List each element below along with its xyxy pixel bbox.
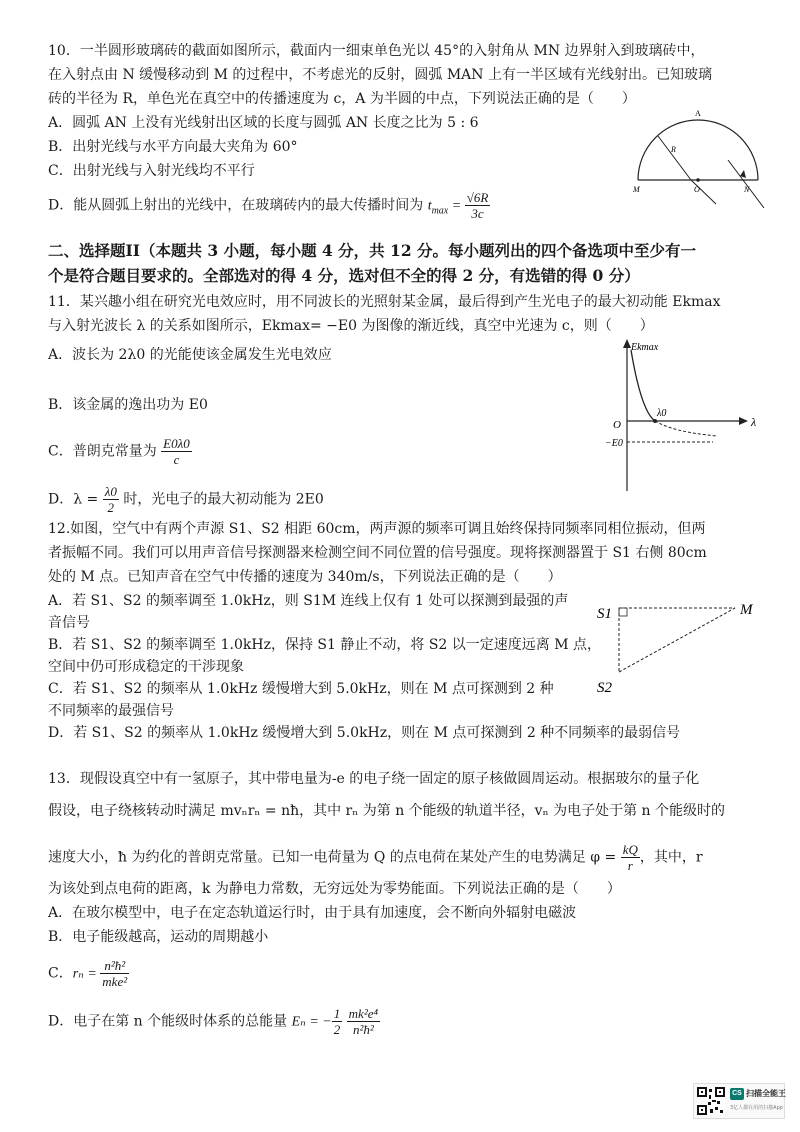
q11-neg-e0-label: −E0 xyxy=(605,438,623,449)
q12-option-b-line2: 空间中仍可形成稳定的干涉现象 xyxy=(48,659,244,675)
q12-label-s2: S2 xyxy=(597,680,612,696)
q11-option-d-text: D．λ = xyxy=(48,491,103,508)
q10-label-a: A xyxy=(695,109,701,118)
q13-c-numerator: n²ħ² xyxy=(100,958,129,974)
q10-option-a: A．圆弧 AN 上没有光线射出区域的长度与圆弧 AN 长度之比为 5 : 6 xyxy=(48,115,479,131)
q10-label-r: R xyxy=(671,145,676,154)
q12-option-b-line1: B．若 S1、S2 的频率调至 1.0kHz，保持 S1 静止不动，将 S2 以一定速度远离 M 点， xyxy=(48,637,601,653)
q13-stem-line1: 13．现假设真空中有一氢原子，其中带电量为-e 的电子绕一固定的原子核做圆周运动。根据玻尔的量子化 xyxy=(48,771,700,787)
q13-d-numerator1: 1 xyxy=(333,1006,341,1021)
q10-d-numerator: √6R xyxy=(466,190,489,205)
scanner-watermark-badge xyxy=(693,1083,785,1119)
q10-stem-line2: 在入射点由 N 缓慢移动到 M 的过程中，不考虑光的反射，圆弧 MAN 上有一半区域有光线射出。已知玻璃 xyxy=(48,67,712,83)
q10-stem-line3: 砖的半径为 R，单色光在真空中的传播速度为 c，A 为半圆的中点，下列说法正确的是（ ） xyxy=(48,91,636,107)
q10-label-m: M xyxy=(633,185,640,194)
q13-option-c-lhs: rₙ = xyxy=(72,966,101,982)
q11-x-axis-label: λ xyxy=(751,415,757,429)
q11-option-d-fraction xyxy=(103,484,119,515)
cs-logo: CS xyxy=(730,1088,744,1100)
q11-option-d xyxy=(48,484,324,515)
q13-stem-line3-suffix: ，其中，r xyxy=(639,849,703,866)
q10-option-d-eq: = xyxy=(448,198,465,214)
q12-stem-line3: 处的 M 点。已知声音在空气中传播的速度为 340m/s，下列说法正确的是（ ） xyxy=(48,569,562,585)
q10-option-d-text: D．能从圆弧上射出的光线中，在玻璃砖内的最大传播时间为 xyxy=(48,197,428,214)
qr-code-icon xyxy=(697,1087,725,1115)
q13-d-denominator2: n²ħ² xyxy=(352,1022,374,1037)
q13-option-d-text: D．电子在第 n 个能级时体系的总能量 xyxy=(48,1013,292,1030)
q13-stem-line2: 假设，电子绕核转动时满足 mvₙrₙ = nħ，其中 rₙ 为第 n 个能级的轨道半径，vₙ 为电子处于第 n 个能级时的 xyxy=(48,803,726,819)
q10-stem-line1: 10．一半圆形玻璃砖的截面如图所示，截面内一细束单色光以 45°的入射角从 MN 边界射入到玻璃砖中， xyxy=(48,43,705,59)
q11-lambda0-label: λ0 xyxy=(657,408,667,419)
q13-stem-line3 xyxy=(48,842,703,873)
q11-option-d-suffix: 时，光电子的最大初动能为 2E0 xyxy=(118,491,324,508)
q12-label-s1: S1 xyxy=(597,606,612,622)
section2-header-line1: 二、选择题II（本题共 3 小题，每小题 4 分，共 12 分。每小题列出的四个备选项中至少有一 xyxy=(48,241,697,260)
q13-potential-denominator: r xyxy=(627,858,633,873)
q12-option-d: D．若 S1、S2 的频率从 1.0kHz 缓慢增大到 5.0kHz，则在 M 点可探测到 2 种不同频率的最弱信号 xyxy=(48,725,681,741)
q13-option-a: A．在玻尔模型中，电子在定态轨道运行时，由于具有加速度，会不断向外辐射电磁波 xyxy=(48,905,577,921)
q11-d-denominator: 2 xyxy=(107,500,115,515)
q11-ekmax-graph xyxy=(605,336,765,496)
q12-stem-line2: 者振幅不同。我们可以用声音信号探测器来检测空间不同位置的信号强度。现将探测器置于 S1 右侧 80cm xyxy=(48,545,707,561)
q10-option-c: C．出射光线与入射光线均不平行 xyxy=(48,163,255,179)
q12-option-c-line2: 不同频率的最强信号 xyxy=(48,703,174,719)
q13-c-denominator: mke² xyxy=(102,974,128,989)
q12-option-a-line2: 音信号 xyxy=(48,615,90,631)
q11-c-denominator: c xyxy=(173,452,180,467)
q13-option-c-fraction xyxy=(100,958,129,989)
badge-subtitle: 3亿人都在用的扫描App xyxy=(730,1105,783,1111)
q10-option-d-t: t xyxy=(427,198,432,214)
section2-header-line2: 个是符合题目要求的。全部选对的得 4 分，选对但不全的得 2 分，有选错的得 0 分） xyxy=(48,266,640,285)
q13-d-denominator1: 2 xyxy=(333,1022,341,1037)
q11-c-numerator: E0λ0 xyxy=(163,436,190,451)
q11-option-a: A．波长为 2λ0 的光能使该金属发生光电效应 xyxy=(48,347,332,363)
q10-d-denominator: 3c xyxy=(471,206,484,221)
q11-option-c-text: C．普朗克常量为 xyxy=(48,443,162,460)
q13-option-c-label: C． xyxy=(48,965,73,982)
q10-label-o: O xyxy=(694,185,700,194)
q11-y-axis-label: Ekmax xyxy=(631,342,659,353)
q10-label-n: N xyxy=(744,185,750,194)
q13-option-b: B．电子能级越高，运动的周期越小 xyxy=(48,929,269,945)
q13-option-d xyxy=(48,1006,380,1037)
q13-stem-line4: 为该处到点电荷的距离，k 为静电力常数，无穷远处为零势能面。下列说法正确的是（ ） xyxy=(48,881,621,897)
q11-origin-label: O xyxy=(613,419,621,431)
q11-stem-line1: 11．某兴趣小组在研究光电效应时，用不同波长的光照射某金属，最后得到产生光电子的最大初动能 Ekmax xyxy=(48,294,721,310)
q13-d-numerator2: mk²e⁴ xyxy=(348,1006,379,1021)
q13-potential-numerator: kQ xyxy=(622,842,638,857)
q13-option-c xyxy=(48,958,129,989)
q11-stem-line2: 与入射光波长 λ 的关系如图所示，Ekmax= −E0 为图像的渐近线，真空中光速为 c，则（ ） xyxy=(48,318,654,334)
q11-option-c xyxy=(48,436,192,467)
q10-semicircle-figure xyxy=(628,100,768,215)
q13-potential-fraction xyxy=(621,842,640,873)
q12-source-triangle-figure xyxy=(595,594,765,704)
q12-stem-line1: 12.如图，空气中有两个声源 S1、S2 相距 60cm，两声源的频率可调且始终保持同频率同相位振动，但两 xyxy=(48,521,706,537)
q11-option-b: B．该金属的逸出功为 E0 xyxy=(48,397,208,413)
q13-option-d-fraction2 xyxy=(347,1006,380,1037)
q13-option-d-lhs: Eₙ = − xyxy=(291,1014,332,1030)
q10-option-b: B．出射光线与水平方向最大夹角为 60° xyxy=(48,139,298,155)
q10-option-d xyxy=(48,190,490,222)
badge-title: 扫描全能王 xyxy=(746,1089,786,1098)
q12-option-a-line1: A．若 S1、S2 的频率调至 1.0kHz，则 S1M 连线上仅有 1 处可以探测到最强的声 xyxy=(48,593,569,609)
q13-stem-line3-text: 速度大小，ħ 为约化的普朗克常量。已知一电荷量为 Q 的点电荷在某处产生的电势满足 φ = xyxy=(48,849,621,866)
q12-option-c-line1: C．若 S1、S2 的频率从 1.0kHz 缓慢增大到 5.0kHz，则在 M 点可探测到 2 种 xyxy=(48,681,554,697)
q10-option-d-fraction xyxy=(465,190,491,221)
q12-label-m: M xyxy=(740,602,753,618)
q13-option-d-fraction1 xyxy=(332,1006,343,1037)
q11-option-c-fraction xyxy=(161,436,192,467)
q11-d-numerator: λ0 xyxy=(104,484,117,499)
q10-option-d-sub: max xyxy=(431,205,449,217)
